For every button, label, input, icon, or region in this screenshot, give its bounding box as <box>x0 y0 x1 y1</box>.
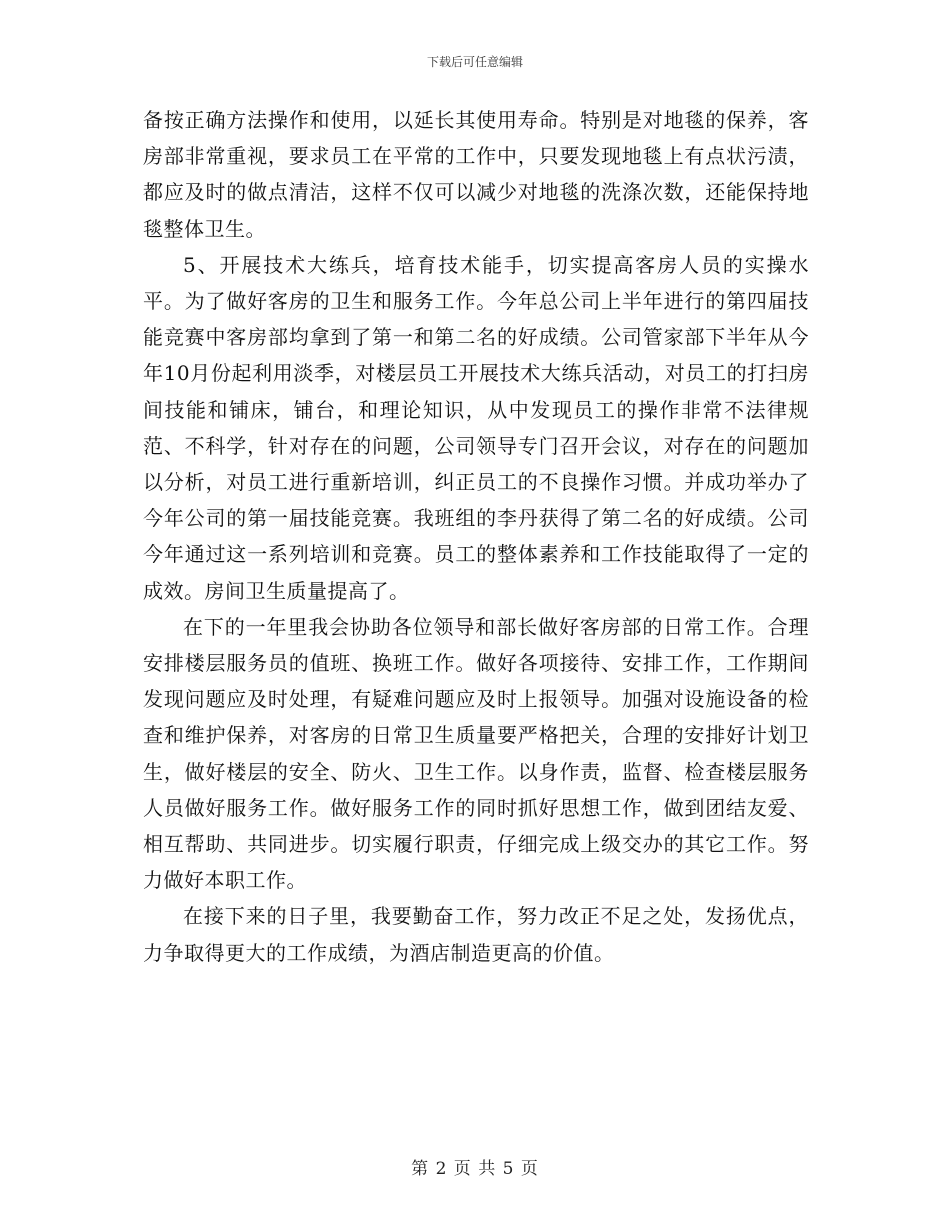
page-number-footer: 第 2 页 共 5 页 <box>411 1159 539 1179</box>
paragraph-closing: 在接下来的日子里，我要勤奋工作，努力改正不足之处，发扬优点，力争取得更大的工作成绩，为酒店制造更高的价值。 <box>143 904 809 965</box>
document-body <box>143 102 809 971</box>
paragraph-continuation: 备按正确方法操作和使用，以延长其使用寿命。特别是对地毯的保养，客房部非常重视，要求员工在平常的工作中，只要发现地毯上有点状污渍，都应及时的做点清洁，这样不仅可以减少对地毯的洗涤次数，还能保持地毯整体卫生。 <box>143 108 809 241</box>
paragraph-skills-training: 5、开展技术大练兵，培育技术能手，切实提高客房人员的实操水平。为了做好客房的卫生和服务工作。今年总公司上半年进行的第四届技能竞赛中客房部均拿到了第一和第二名的好成绩。公司管家部下半年从今年10月份起利用淡季，对楼层员工开展技术大练兵活动，对员工的打扫房间技能和铺床，铺台，和理论知识，从中发现员工的操作非常不法律规范、不科学，针对存在的问题，公司领导专门召开会议，对存在的问题加以分析，对员工进行重新培训，纠正员工的不良操作习惯。并成功举办了今年公司的第一届技能竞赛。我班组的李丹获得了第二名的好成绩。公司今年通过这一系列培训和竞赛。员工的整体素养和工作技能取得了一定的成效。房间卫生质量提高了。 <box>143 252 809 603</box>
paragraph-next-year-plan: 在下的一年里我会协助各位领导和部长做好客房部的日常工作。合理安排楼层服务员的值班、换班工作。做好各项接待、安排工作，工作期间发现问题应及时处理，有疑难问题应及时上报领导。加强对设施设备的检查和维护保养，对客房的日常卫生质量要严格把关，合理的安排好计划卫生，做好楼层的安全、防火、卫生工作。以身作责，监督、检查楼层服务人员做好服务工作。做好服务工作的同时抓好思想工作，做到团结友爱、相互帮助、共同进步。切实履行职责，仔细完成上级交办的其它工作。努力做好本职工作。 <box>143 614 809 893</box>
header-note: 下载后可任意编辑 <box>426 55 523 69</box>
